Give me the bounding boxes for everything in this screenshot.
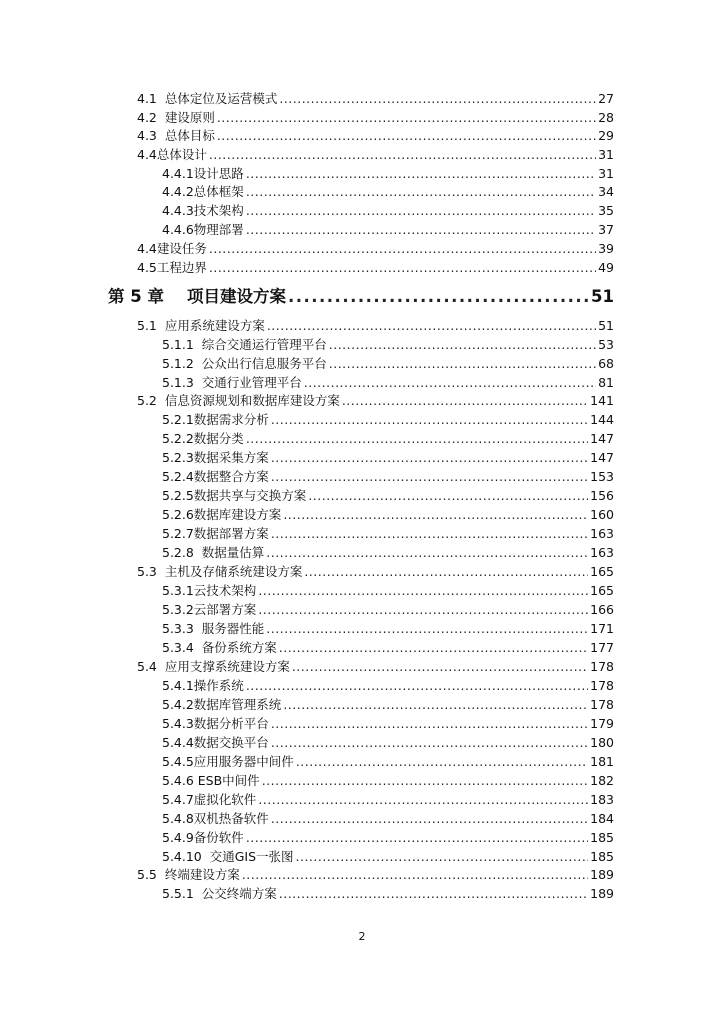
toc-entry[interactable] bbox=[162, 829, 614, 847]
toc-entry-page: 177 bbox=[590, 640, 614, 655]
leader-dots bbox=[279, 639, 588, 657]
toc-entry[interactable] bbox=[162, 848, 614, 866]
toc-entry-title: 5.3.2云部署方案 bbox=[162, 602, 257, 617]
leader-dots bbox=[267, 317, 596, 335]
leader-dots bbox=[304, 374, 596, 392]
leader-dots bbox=[329, 336, 596, 354]
toc-entry[interactable] bbox=[162, 677, 614, 695]
toc-entry-title: 5.4.5应用服务器中间件 bbox=[162, 754, 294, 769]
toc-entry-title: 4.1 总体定位及运营模式 bbox=[137, 91, 278, 106]
toc-entry-title: 5.3.1云技术架构 bbox=[162, 583, 257, 598]
toc-entry-title: 5.4.1操作系统 bbox=[162, 678, 244, 693]
toc-entry-title: 4.2 建设原则 bbox=[137, 110, 215, 125]
toc-entry-title: 4.4.1设计思路 bbox=[162, 166, 244, 181]
leader-dots bbox=[246, 829, 588, 847]
toc-entry-title: 5.2.2数据分类 bbox=[162, 431, 244, 446]
leader-dots bbox=[266, 620, 588, 638]
toc-entry-page: 165 bbox=[590, 564, 614, 579]
toc-entry[interactable] bbox=[162, 734, 614, 752]
toc-entry-page: 51 bbox=[598, 318, 614, 333]
toc-entry[interactable] bbox=[137, 658, 614, 676]
toc-entry-page: 31 bbox=[598, 166, 614, 181]
toc-entry-page: 178 bbox=[590, 697, 614, 712]
toc-entry-title: 5.4.2数据库管理系统 bbox=[162, 697, 282, 712]
toc-entry-page: 147 bbox=[590, 431, 614, 446]
toc-entry-page: 156 bbox=[590, 488, 614, 503]
leader-dots bbox=[209, 240, 596, 258]
toc-entry[interactable] bbox=[137, 146, 614, 164]
toc-entry[interactable] bbox=[162, 753, 614, 771]
leader-dots bbox=[296, 753, 588, 771]
toc-entry-title: 5.2 信息资源规划和数据库建设方案 bbox=[137, 393, 340, 408]
toc-entry-page: 53 bbox=[598, 337, 614, 352]
toc-entry-title: 5.2.3数据采集方案 bbox=[162, 450, 269, 465]
toc-entry-page: 29 bbox=[598, 128, 614, 143]
toc-entry-page: 165 bbox=[590, 583, 614, 598]
leader-dots bbox=[258, 582, 588, 600]
toc-entry-title: 5.4.10 交通GIS一张图 bbox=[162, 849, 294, 864]
toc-entry[interactable] bbox=[162, 183, 614, 201]
toc-chapter-entry[interactable] bbox=[108, 285, 614, 309]
toc-entry-title: 4.4.3技术架构 bbox=[162, 203, 244, 218]
toc-entry-title: 5.4.7虚拟化软件 bbox=[162, 792, 257, 807]
toc-entry[interactable] bbox=[162, 336, 614, 354]
leader-dots bbox=[292, 658, 588, 676]
toc-entry-page: 166 bbox=[590, 602, 614, 617]
toc-entry[interactable] bbox=[162, 696, 614, 714]
leader-dots bbox=[271, 449, 588, 467]
toc-entry[interactable] bbox=[137, 240, 614, 258]
toc-entry[interactable] bbox=[162, 791, 614, 809]
toc-entry-page: 184 bbox=[590, 811, 614, 826]
toc-entry-page: 181 bbox=[590, 754, 614, 769]
leader-dots bbox=[246, 183, 596, 201]
leader-dots bbox=[266, 544, 588, 562]
toc-entry-title: 5.3 主机及存储系统建设方案 bbox=[137, 564, 303, 579]
leader-dots bbox=[283, 506, 588, 524]
toc-entry-title: 5.2.1数据需求分析 bbox=[162, 412, 269, 427]
toc-entry-page: 189 bbox=[590, 867, 614, 882]
toc-entry-title: 5.4.8双机热备软件 bbox=[162, 811, 269, 826]
toc-entry-title: 5.4.6 ESB中间件 bbox=[162, 773, 260, 788]
toc-entry-page: 189 bbox=[590, 886, 614, 901]
toc-entry[interactable] bbox=[137, 90, 614, 108]
toc-entry-title: 5.4.9备份软件 bbox=[162, 830, 244, 845]
toc-entry-title: 5.5.1 公交终端方案 bbox=[162, 886, 277, 901]
toc-entry-title: 5.1.2 公众出行信息服务平台 bbox=[162, 356, 327, 371]
toc-entry-title: 4.5工程边界 bbox=[137, 260, 207, 275]
toc-entry-page: 37 bbox=[598, 222, 614, 237]
toc-entry-title: 5.2.6数据库建设方案 bbox=[162, 507, 282, 522]
leader-dots bbox=[342, 392, 588, 410]
toc-entry[interactable] bbox=[137, 563, 614, 581]
toc-entry[interactable] bbox=[137, 317, 614, 335]
toc-entry-page: 31 bbox=[598, 147, 614, 162]
toc-entry[interactable] bbox=[162, 772, 614, 790]
toc-entry[interactable] bbox=[137, 127, 614, 145]
leader-dots bbox=[217, 127, 596, 145]
toc-entry-title: 4.3 总体目标 bbox=[137, 128, 215, 143]
leader-dots bbox=[271, 411, 588, 429]
toc-entry[interactable] bbox=[162, 468, 614, 486]
toc-entry[interactable] bbox=[162, 810, 614, 828]
toc-entry[interactable] bbox=[162, 487, 614, 505]
leader-dots bbox=[329, 355, 596, 373]
toc-entry[interactable] bbox=[137, 866, 614, 884]
toc-entry[interactable] bbox=[162, 449, 614, 467]
toc-entry[interactable] bbox=[162, 411, 614, 429]
leader-dots bbox=[271, 734, 588, 752]
toc-entry-title: 5.4.4数据交换平台 bbox=[162, 735, 269, 750]
toc-entry-title: 4.4.2总体框架 bbox=[162, 184, 244, 199]
toc-entry-page: 179 bbox=[590, 716, 614, 731]
toc-entry-page: 160 bbox=[590, 507, 614, 522]
toc-entry[interactable] bbox=[162, 582, 614, 600]
toc-entry-title: 5.1 应用系统建设方案 bbox=[137, 318, 265, 333]
toc-entry-page: 144 bbox=[590, 412, 614, 427]
leader-dots bbox=[271, 525, 588, 543]
leader-dots bbox=[209, 146, 596, 164]
leader-dots bbox=[217, 109, 596, 127]
toc-entry-title: 5.3.4 备份系统方案 bbox=[162, 640, 277, 655]
toc-entry-title: 5.4.3数据分析平台 bbox=[162, 716, 269, 731]
leader-dots bbox=[283, 696, 588, 714]
leader-dots bbox=[271, 468, 588, 486]
toc-entry-title: 5.5 终端建设方案 bbox=[137, 867, 240, 882]
toc-entry-page: 28 bbox=[598, 110, 614, 125]
toc-entry-title: 4.4总体设计 bbox=[137, 147, 207, 162]
toc-entry[interactable] bbox=[162, 885, 614, 903]
toc-entry-page: 34 bbox=[598, 184, 614, 199]
toc-entry-title: 5.2.8 数据量估算 bbox=[162, 545, 265, 560]
toc-entry-page: 178 bbox=[590, 678, 614, 693]
toc-entry[interactable] bbox=[162, 544, 614, 562]
leader-dots bbox=[246, 221, 596, 239]
toc-entry-page: 39 bbox=[598, 241, 614, 256]
toc-entry-title: 5.4 应用支撑系统建设方案 bbox=[137, 659, 290, 674]
toc-entry-title: 5.2.7数据部署方案 bbox=[162, 526, 269, 541]
leader-dots bbox=[246, 677, 588, 695]
toc-entry-page: 163 bbox=[590, 526, 614, 541]
toc-entry-page: 68 bbox=[598, 356, 614, 371]
toc-entry[interactable] bbox=[162, 601, 614, 619]
leader-dots bbox=[242, 866, 588, 884]
leader-dots bbox=[304, 563, 588, 581]
toc-chapter-title: 第 5 章 项目建设方案 bbox=[108, 287, 286, 306]
toc-entry[interactable] bbox=[162, 525, 614, 543]
toc-entry-title: 4.4建设任务 bbox=[137, 241, 207, 256]
toc-entry[interactable] bbox=[162, 221, 614, 239]
toc-entry-page: 171 bbox=[590, 621, 614, 636]
toc-entry-page: 182 bbox=[590, 773, 614, 788]
toc-entry-page: 81 bbox=[598, 375, 614, 390]
toc-entry-title: 5.2.4数据整合方案 bbox=[162, 469, 269, 484]
leader-dots bbox=[271, 715, 588, 733]
toc-entry-page: 185 bbox=[590, 849, 614, 864]
toc-entry[interactable] bbox=[137, 259, 614, 277]
toc-entry[interactable] bbox=[162, 165, 614, 183]
toc-entry-title: 4.4.6物理部署 bbox=[162, 222, 244, 237]
toc-entry[interactable] bbox=[162, 355, 614, 373]
leader-dots bbox=[258, 791, 588, 809]
toc-entry-page: 147 bbox=[590, 450, 614, 465]
leader-dots bbox=[288, 285, 589, 309]
toc-entry[interactable] bbox=[137, 392, 614, 410]
toc-entry-page: 185 bbox=[590, 830, 614, 845]
toc-entry-page: 141 bbox=[590, 393, 614, 408]
toc-entry-page: 49 bbox=[598, 260, 614, 275]
toc-entry-page: 183 bbox=[590, 792, 614, 807]
leader-dots bbox=[296, 848, 589, 866]
toc-entry[interactable] bbox=[162, 374, 614, 392]
toc-entry-title: 5.3.3 服务器性能 bbox=[162, 621, 265, 636]
toc-entry[interactable] bbox=[162, 620, 614, 638]
toc-entry-page: 163 bbox=[590, 545, 614, 560]
leader-dots bbox=[271, 810, 588, 828]
leader-dots bbox=[279, 885, 588, 903]
toc-entry-page: 180 bbox=[590, 735, 614, 750]
toc-entry[interactable] bbox=[162, 202, 614, 220]
toc-entry[interactable] bbox=[162, 639, 614, 657]
toc-entry-title: 5.1.3 交通行业管理平台 bbox=[162, 375, 302, 390]
toc-entry-title: 5.1.1 综合交通运行管理平台 bbox=[162, 337, 327, 352]
toc-entry[interactable] bbox=[162, 430, 614, 448]
leader-dots bbox=[308, 487, 588, 505]
toc-entry-page: 153 bbox=[590, 469, 614, 484]
toc-entry-page: 27 bbox=[598, 91, 614, 106]
leader-dots bbox=[209, 259, 596, 277]
leader-dots bbox=[246, 202, 596, 220]
toc-entry-page: 178 bbox=[590, 659, 614, 674]
leader-dots bbox=[279, 90, 596, 108]
toc-entry[interactable] bbox=[162, 715, 614, 733]
leader-dots bbox=[246, 430, 588, 448]
toc-chapter-page: 51 bbox=[591, 287, 614, 306]
toc-entry[interactable] bbox=[162, 506, 614, 524]
page-number: 2 bbox=[358, 930, 366, 943]
toc-entry-title: 5.2.5数据共享与交换方案 bbox=[162, 488, 307, 503]
toc-entry[interactable] bbox=[137, 109, 614, 127]
leader-dots bbox=[262, 772, 588, 790]
leader-dots bbox=[246, 165, 596, 183]
leader-dots bbox=[258, 601, 588, 619]
toc-entry-page: 35 bbox=[598, 203, 614, 218]
